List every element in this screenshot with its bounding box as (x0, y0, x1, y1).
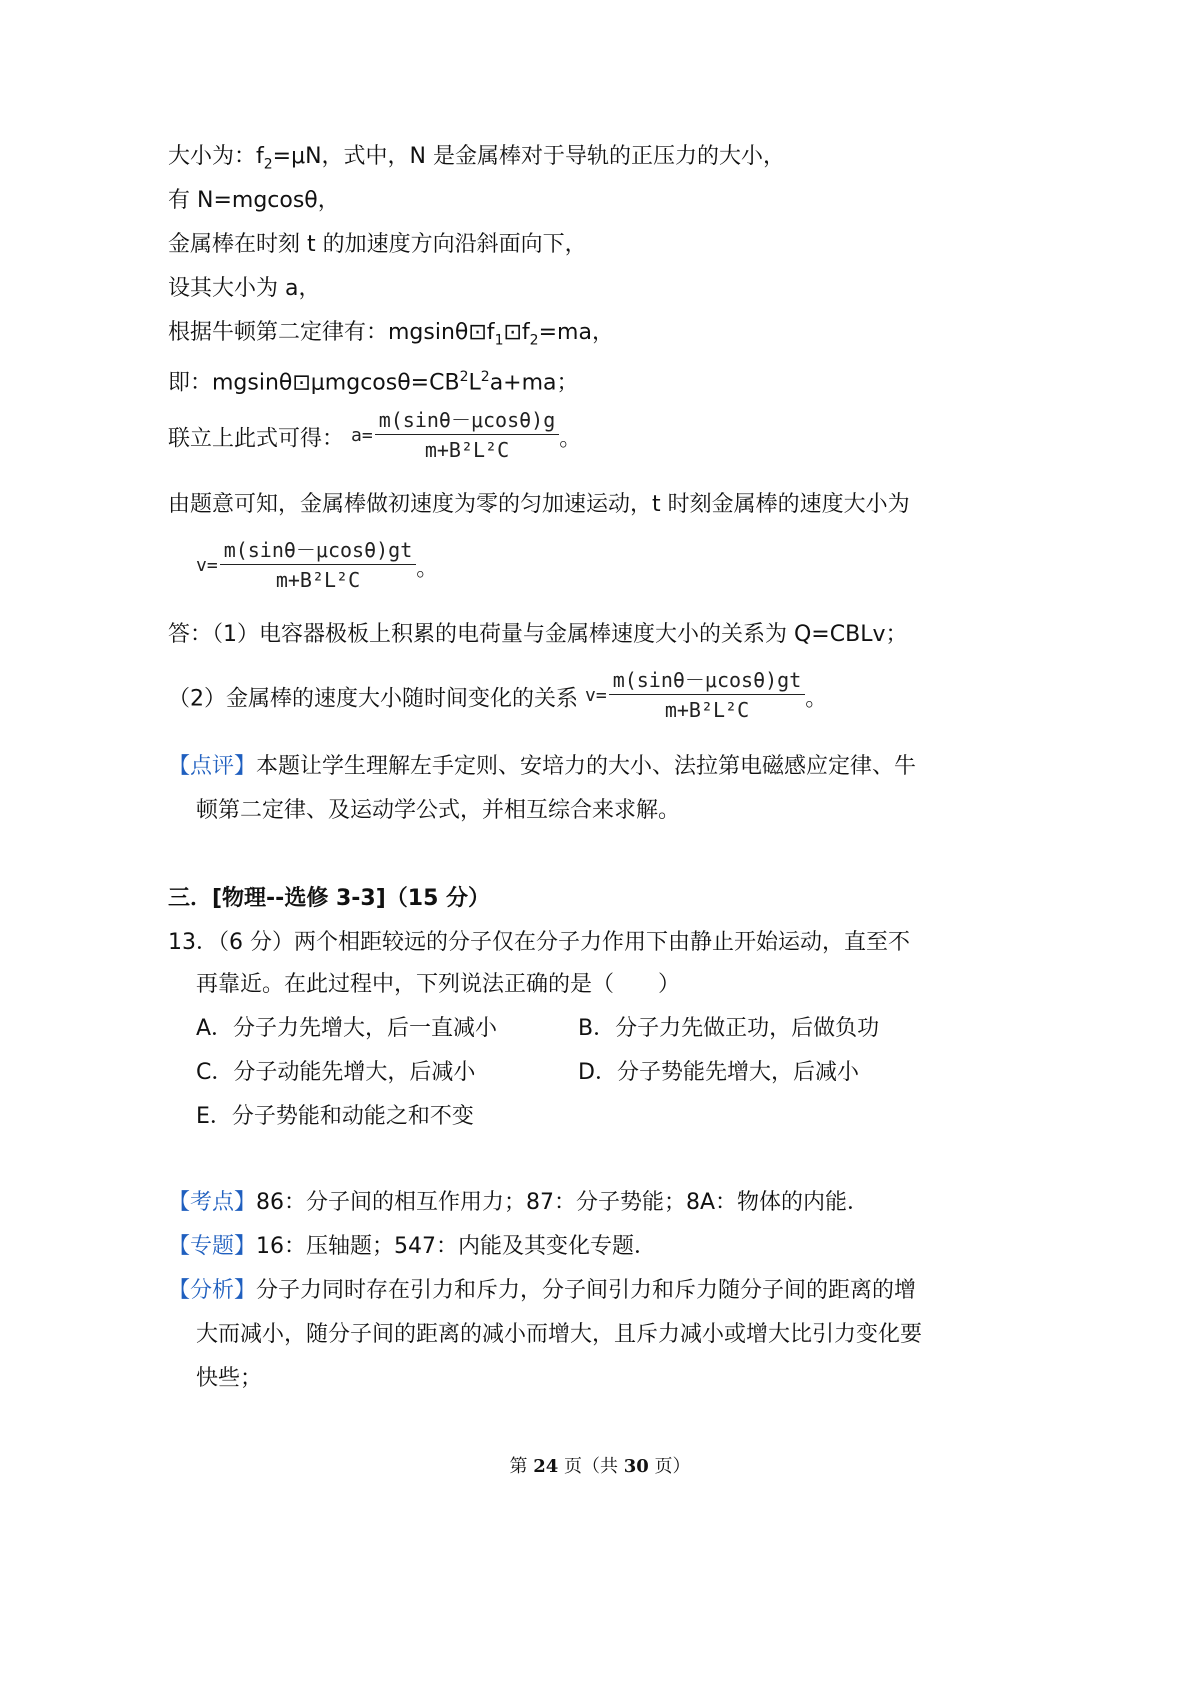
question-line-2: 再靠近。在此过程中，下列说法正确的是（ ） (196, 972, 681, 997)
option-e: E．分子势能和动能之和不变 (196, 1104, 474, 1129)
option-b: B．分子力先做正功，后做负功 (578, 1016, 880, 1041)
footer-text: 第 (509, 1456, 534, 1477)
option-d: D．分子势能先增大，后减小 (578, 1060, 859, 1085)
total-pages: 30 (623, 1456, 649, 1477)
text-segment: 即：mgsinθ⊡μmgcosθ=CB (168, 370, 460, 396)
text-segment: 大小为：f (168, 144, 264, 169)
text-segment: 本题让学生理解左手定则、安培力的大小、法拉第电磁感应定律、牛 (256, 754, 917, 779)
text-segment: L (468, 370, 481, 396)
text-line-newton-second-law (168, 318, 614, 355)
fraction-numerator: m(sinθ－μcosθ)gt (609, 666, 806, 695)
text-segment: =μN，式中，N 是金属棒对于导轨的正压力的大小， (272, 144, 786, 169)
period: 。 (416, 556, 439, 582)
text-segment: 86：分子间的相互作用力；87：分子势能；8A：物体的内能． (256, 1190, 870, 1215)
fenxi-line-2: 大而减小，随分子间的距离的减小而增大，且斥力减小或增大比引力变化要 (196, 1322, 923, 1347)
text-segment: 根据牛顿第二定律有：mgsinθ⊡f (168, 320, 495, 345)
formula-lhs: a= (351, 424, 373, 446)
acceleration-formula (351, 406, 559, 465)
superscript: 2 (459, 369, 469, 385)
zhuanti-tag: 【专题】 (168, 1234, 257, 1259)
text-segment: （2）金属棒的速度大小随时间变化的关系 (168, 686, 578, 712)
text-line-acceleration-magnitude: 设其大小为 a， (168, 276, 321, 301)
footer-text: 页） (648, 1456, 691, 1477)
fenxi-tag: 【分析】 (168, 1278, 257, 1303)
fraction (220, 536, 417, 595)
review-line-1 (168, 752, 916, 782)
fraction-denominator: m+B²L²C (664, 698, 750, 722)
text-line-friction (168, 142, 785, 179)
fraction-numerator: m(sinθ－μcosθ)g (375, 406, 560, 435)
review-line-2: 顿第二定律、及运动学公式，并相互综合来求解。 (196, 798, 681, 823)
velocity-formula (196, 536, 416, 595)
text-line-equation (168, 362, 579, 398)
text-segment: a+ma； (489, 370, 579, 396)
fraction-denominator: m+B²L²C (424, 438, 510, 462)
text-line-normal-force: 有 N=mgcosθ， (168, 188, 340, 213)
formula-lhs: v= (196, 554, 218, 576)
text-segment: =ma， (538, 320, 614, 345)
question-line-1: 13．（6 分）两个相距较远的分子仅在分子力作用下由静止开始运动，直至不 (168, 930, 910, 955)
text-line-velocity-result (196, 540, 438, 599)
kaodian-line (168, 1188, 869, 1218)
subscript: 2 (263, 156, 273, 173)
option-a: A．分子力先增大，后一直减小 (196, 1016, 498, 1041)
fraction-numerator: m(sinθ－μcosθ)gt (220, 536, 417, 565)
velocity-time-formula (585, 666, 805, 725)
review-tag: 【点评】 (168, 754, 257, 779)
fenxi-line-3: 快些； (196, 1366, 263, 1391)
text-line-acceleration-result (168, 410, 581, 469)
kaodian-tag: 【考点】 (168, 1190, 257, 1215)
period: 。 (559, 426, 582, 452)
text-segment: 16：压轴题；547：内能及其变化专题． (256, 1234, 657, 1259)
text-segment: 分子力同时存在引力和斥力，分子间引力和斥力随分子间的距离的增 (256, 1278, 917, 1303)
footer-text: 页（共 (558, 1456, 624, 1477)
answer-line-1: 答：（1）电容器极板上积累的电荷量与金属棒速度大小的关系为 Q=CBLv； (168, 622, 908, 647)
period: 。 (805, 686, 828, 712)
text-line-acceleration-direction: 金属棒在时刻 t 的加速度方向沿斜面向下， (168, 232, 587, 257)
text-line-uniform-acceleration: 由题意可知，金属棒做初速度为零的匀加速运动，t 时刻金属棒的速度大小为 (168, 492, 910, 517)
section-heading: 三．[物理--选修 3-3]（15 分） (168, 886, 491, 911)
subscript: 2 (529, 332, 539, 349)
zhuanti-line (168, 1232, 656, 1262)
fenxi-line-1 (168, 1276, 916, 1306)
fraction-denominator: m+B²L²C (275, 568, 361, 592)
text-segment: ⊡f (503, 320, 530, 345)
formula-lhs: v= (585, 684, 607, 706)
superscript: 2 (480, 369, 490, 385)
fraction (609, 666, 806, 725)
fraction (375, 406, 560, 465)
subscript: 1 (494, 332, 504, 349)
option-c: C．分子动能先增大，后减小 (196, 1060, 476, 1085)
page-footer (0, 1452, 1200, 1478)
text-segment: 联立上此式可得： (168, 426, 345, 452)
answer-line-2 (168, 670, 827, 729)
page-number: 24 (533, 1456, 559, 1477)
